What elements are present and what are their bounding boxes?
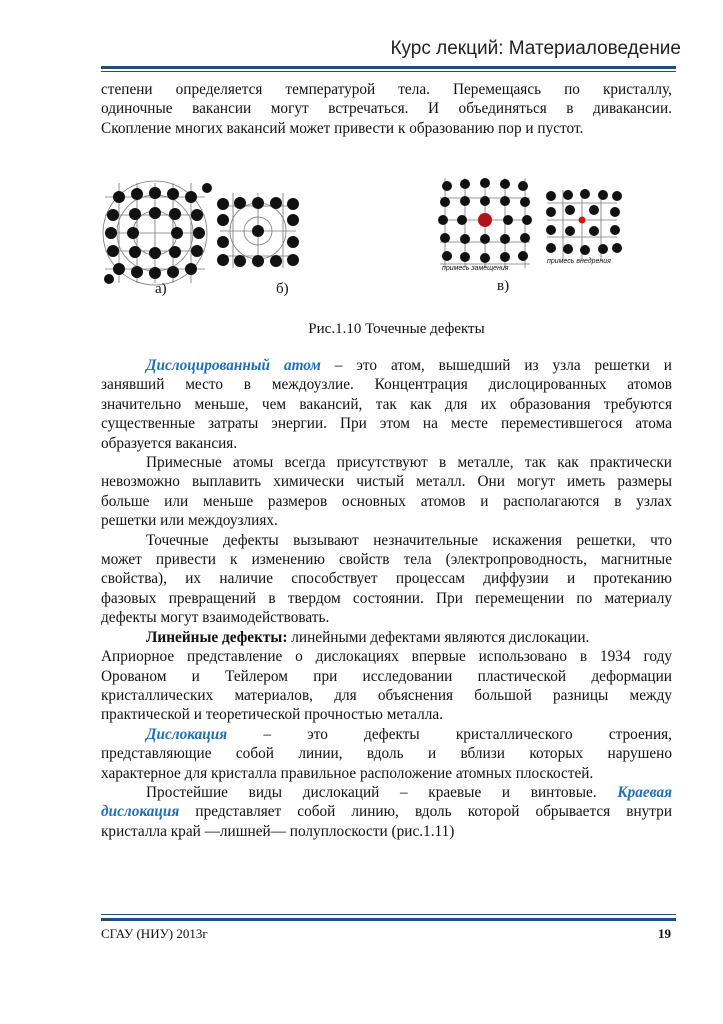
substitution-impurity-atom bbox=[478, 213, 492, 227]
figure-caption: Рис.1.10 Точечные дефекты bbox=[308, 321, 485, 337]
p3-line-5: дефекты могут взаимодействовать. bbox=[101, 609, 330, 627]
intro-line-2: одиночные вакансии могут встречаться. И объединяться в дивакансии. bbox=[101, 100, 672, 118]
p2-line-2: невозможно выплавить химически чистый металл. Они могут иметь размеры bbox=[101, 473, 672, 491]
p6-line-2 bbox=[101, 802, 672, 821]
term-dislocated-atom: Дислоцированный атом bbox=[146, 357, 321, 374]
p5-line-1 bbox=[101, 725, 672, 744]
term-linear-defects: Линейные дефекты: bbox=[146, 628, 288, 646]
p4-line-1-text: линейными дефектами являются дислокации. bbox=[287, 628, 590, 646]
p5-line-2: представляющие собой линии, вдоль и вблизи которых нарушено bbox=[101, 745, 672, 763]
panel-a-atoms bbox=[104, 183, 212, 284]
p1-line-2: занявший место в междоузлие. Концентрация дислоцированных атомов bbox=[101, 376, 672, 394]
p4-line-2: Априорное представление о дислокациях впервые использовано в 1934 году bbox=[101, 648, 672, 666]
intro-line-3: Скопление многих вакансий может привести к образованию пор и пустот. bbox=[101, 119, 584, 137]
figure-small-label-interstitial: примесь внедрения bbox=[547, 258, 611, 265]
figure-label-a: а) bbox=[155, 281, 167, 297]
figure-label-c: в) bbox=[497, 278, 510, 294]
point-defects-illustration bbox=[95, 168, 635, 308]
p6-line-2-text: представляет собой линию, вдоль которой обрывается внутри bbox=[179, 803, 672, 821]
p4-line-3: Орованом и Тейлером при исследовании пластической деформации bbox=[101, 667, 672, 685]
term-dislocation-2: дислокация bbox=[101, 803, 180, 821]
p1-line-1-text: – это атом, вышедший из узла решетки и bbox=[320, 357, 672, 374]
p6-line-3: кристалла край —лишней— полуплоскости (рис.1.11) bbox=[101, 822, 455, 840]
p5-line-3: характерное для кристалла правильное расположение атомных плоскостей. bbox=[101, 764, 594, 782]
p3-line-2: может привести к изменению свойств тела (электропроводность, магнитные bbox=[101, 551, 672, 569]
figure-small-label-substitution: примесь замещения bbox=[442, 265, 509, 272]
term-edge: Краевая bbox=[617, 783, 672, 801]
footer-institution: СГАУ (НИУ) 2013г bbox=[101, 926, 208, 941]
p3-line-4: фазовых превращений в твердом состоянии. При перемещении по материалу bbox=[101, 589, 672, 607]
figure-label-b: б) bbox=[276, 281, 289, 297]
header-rule-thin bbox=[101, 71, 676, 72]
p5-line-1-text: – это дефекты кристаллического строения, bbox=[227, 725, 672, 743]
point-defects-figure bbox=[95, 168, 635, 308]
p1-line-1 bbox=[101, 356, 672, 375]
header-title: Курс лекций: Материаловедение bbox=[390, 38, 681, 59]
term-dislocation: Дислокация bbox=[146, 725, 228, 743]
p1-line-4: существенные затраты энергии. При этом на месте переместившегося атома bbox=[101, 415, 672, 433]
interstitial-impurity-atom bbox=[579, 217, 586, 224]
p1-line-5: образуется вакансия. bbox=[101, 434, 238, 452]
p6-line-1-text: Простейшие виды дислокаций – краевые и винтовые. bbox=[146, 783, 618, 801]
header-rule-thick bbox=[101, 66, 676, 69]
p2-line-4: решетки или междоузлиях. bbox=[101, 512, 278, 530]
body-text bbox=[101, 356, 672, 841]
p3-line-1: Точечные дефекты вызывают незначительные искажения решетки, что bbox=[146, 531, 672, 549]
page-number: 19 bbox=[658, 926, 671, 941]
p2-line-1: Примесные атомы всегда присутствуют в металле, так как практически bbox=[146, 454, 672, 472]
p3-line-3: свойства), их наличие способствует процессам диффузии и протеканию bbox=[101, 570, 672, 588]
p1-line-3: значительно меньше, чем вакансий, так как для их образования требуются bbox=[101, 395, 672, 413]
p6-line-1 bbox=[101, 783, 672, 802]
p2-line-3: больше или меньше размеров основных атомов и располагаются в узлах bbox=[101, 492, 672, 510]
p4-line-1 bbox=[101, 628, 672, 647]
footer-rule-thin bbox=[101, 914, 676, 915]
p4-line-4: кристаллических материалов, для объяснения большой разницы между bbox=[101, 686, 672, 704]
intro-line-1: степени определяется температурой тела. Перемещаясь по кристаллу, bbox=[101, 81, 672, 98]
footer-rule-thick bbox=[101, 918, 676, 921]
panel-b-atoms bbox=[217, 197, 299, 267]
intro-paragraph bbox=[101, 80, 672, 138]
p4-line-5: практической и теоретической прочностью металла. bbox=[101, 706, 443, 724]
